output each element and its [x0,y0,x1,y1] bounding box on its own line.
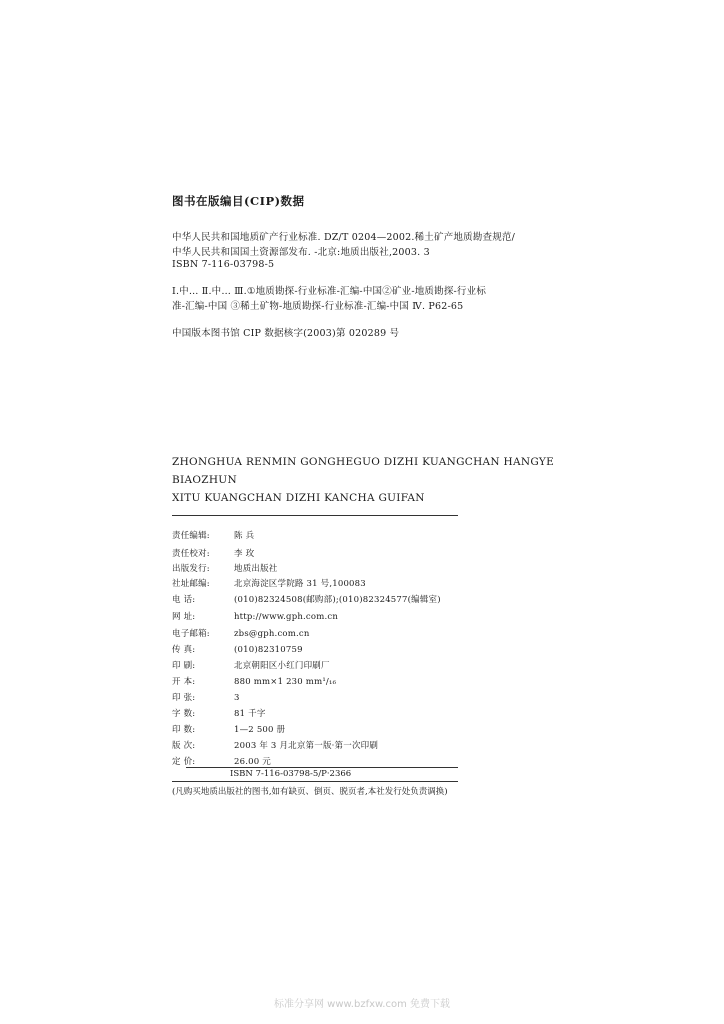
credit-line [172,562,278,574]
pinyin-title-line: ZHONGHUA RENMIN GONGHEGUO DIZHI KUANGCHAN HANGYE [172,456,555,468]
cip-line: 准-汇编-中国 ③稀土矿物-地质勘探-行业标准-汇编-中国 Ⅳ. P62-65 [172,301,464,312]
cip-line: 中华人民共和国地质矿产行业标准. DZ/T 0204—2002.稀土矿产地质勘查规范/ [172,232,515,243]
credit-line [172,659,330,671]
credit-value: 地质出版社 [234,564,278,574]
credit-line [172,610,338,622]
credit-label: 电 话: [172,595,196,605]
credit-label: 电子邮箱: [172,629,210,639]
footnote: (凡购买地质出版社的图书,如有缺页、倒页、脱页者,本社发行处负责调换) [172,787,448,797]
credit-label: 责任校对: [172,549,210,559]
credit-line [172,529,254,541]
credit-value: http://www.gph.com.cn [234,612,338,622]
credit-value: (010)82310759 [234,645,303,655]
credit-label: 开 本: [172,677,196,687]
credit-label: 印 数: [172,725,196,735]
credit-value: 26.00 元 [234,757,271,767]
isbn-rule-top [186,767,458,768]
credit-line [172,691,240,703]
credit-line [172,593,441,605]
credit-line [172,707,266,719]
credit-label: 网 址: [172,612,196,622]
divider-rule [172,515,458,516]
credit-value: 1—2 500 册 [234,725,286,735]
credit-line [172,723,285,735]
credit-label: 社址邮编: [172,579,210,589]
credit-value: zbs@gph.com.cn [234,629,310,639]
pinyin-title-line: XITU KUANGCHAN DIZHI KANCHA GUIFAN [172,492,425,504]
credit-label: 印 张: [172,693,196,703]
credit-value: 81 千字 [234,709,266,719]
credit-value: 北京海淀区学院路 31 号,100083 [234,579,366,589]
pinyin-title-line: BIAOZHUN [172,474,237,486]
credit-label: 版 次: [172,741,196,751]
isbn-rule-bottom [172,781,458,782]
cip-line: 中国版本图书馆 CIP 数据核字(2003)第 020289 号 [172,328,400,339]
cip-title: 图书在版编目(CIP)数据 [172,194,305,208]
credit-line [172,643,303,655]
credit-value: 880 mm×1 230 mm¹/₁₆ [234,677,337,687]
credit-value: 陈 兵 [234,531,255,541]
credit-label: 责任编辑: [172,531,210,541]
watermark: 标准分享网 www.bzfxw.com 免费下载 [274,999,450,1010]
credit-label: 印 刷: [172,661,196,671]
credit-value: 李 玫 [234,549,255,559]
credit-label: 定 价: [172,757,196,767]
credit-label: 出版发行: [172,564,210,574]
credit-value: 2003 年 3 月北京第一版·第一次印刷 [234,741,379,751]
credit-line [172,577,366,589]
credit-label: 传 真: [172,645,196,655]
credit-value: 北京朝阳区小红门印刷厂 [234,661,330,671]
cip-line: Ⅰ.中… Ⅱ.中… Ⅲ.①地质勘探-行业标准-汇编-中国②矿业-地质勘探-行业标 [172,286,487,297]
credit-line [172,547,254,559]
credit-line [172,627,310,639]
credit-label: 字 数: [172,709,196,719]
cip-line: 中华人民共和国国土资源部发布. -北京:地质出版社,2003. 3 [172,247,430,258]
credit-line [172,675,336,687]
credit-line [172,739,378,751]
credit-value: (010)82324508(邮购部);(010)82324577(编辑室) [234,595,441,605]
credit-line [172,755,271,767]
cip-line: ISBN 7-116-03798-5 [172,259,275,270]
credit-value: 3 [234,693,240,703]
isbn-line: ISBN 7-116-03798-5/P·2366 [230,769,352,779]
